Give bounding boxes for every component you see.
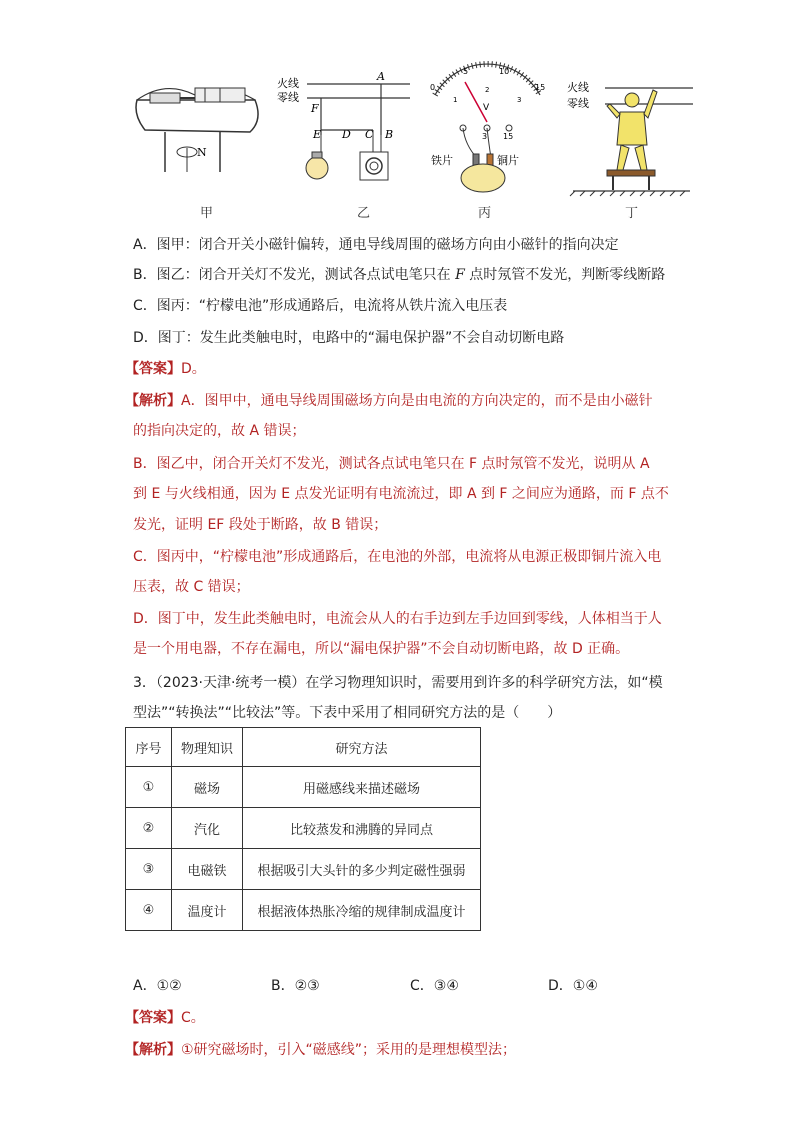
header-index: 序号	[126, 728, 172, 767]
answer-2-tag: 【答案】	[125, 1010, 181, 1026]
caption-jia: 甲	[200, 206, 214, 221]
analysis-1-line-6: 压表，故 C 错误；	[133, 579, 250, 595]
neutral-wire-label: 零线	[277, 91, 299, 104]
analysis-2-tag: 【解析】	[125, 1042, 181, 1058]
option-b	[133, 264, 665, 284]
analysis-1-line-0	[125, 390, 653, 410]
scale-15: 15	[535, 83, 546, 92]
row-knowledge: 汽化	[172, 808, 243, 849]
needle-icon	[465, 82, 490, 122]
row-knowledge: 温度计	[172, 890, 243, 931]
table-row	[126, 849, 481, 890]
scale-10: 10	[499, 67, 510, 76]
scale-1: 1	[453, 96, 458, 104]
table-row	[126, 890, 481, 931]
analysis-2	[125, 1039, 516, 1059]
caption-ding: 丁	[625, 206, 639, 221]
table-row	[126, 808, 481, 849]
scale-5: 5	[463, 67, 469, 76]
row-method: 用磁感线来描述磁场	[243, 767, 481, 808]
answer-1-tag: 【答案】	[125, 361, 181, 377]
row-index: ④	[126, 890, 172, 931]
analysis-1-tag: 【解析】	[125, 393, 181, 409]
point-a-label: A	[377, 70, 385, 83]
row-index: ③	[126, 849, 172, 890]
table-header-row	[126, 728, 481, 767]
caption-bing: 丙	[478, 206, 492, 221]
figure-yi-diagram	[275, 60, 415, 200]
row-index: ①	[126, 767, 172, 808]
scale-3: 3	[517, 96, 522, 104]
choice-a: A．①②	[133, 978, 182, 994]
answer-1	[125, 358, 206, 378]
row-knowledge: 磁场	[172, 767, 243, 808]
option-a: A．图甲：闭合开关小磁针偏转，通电导线周围的磁场方向由小磁针的指向决定	[133, 237, 619, 253]
iron-plate-label: 铁片	[431, 154, 453, 167]
row-method: 比较蒸发和沸腾的异同点	[243, 808, 481, 849]
person-icon	[607, 90, 657, 170]
point-c-label: C	[365, 128, 374, 141]
analysis-1-line-7: D．图丁中，发生此类触电时，电流会从人的右手边到左手边回到零线，人体相当于人	[133, 611, 662, 627]
ding-live-label: 火线	[567, 81, 589, 94]
methods-table	[125, 727, 481, 931]
answer-2	[125, 1007, 205, 1027]
choice-c: C．③④	[410, 978, 459, 994]
point-d-label: D	[342, 128, 351, 141]
row-knowledge: 电磁铁	[172, 849, 243, 890]
scale-2: 2	[485, 86, 490, 94]
choice-b: B．②③	[271, 978, 320, 994]
n-pole-label: N	[197, 146, 207, 159]
row-method: 根据液体热胀冷缩的规律制成温度计	[243, 890, 481, 931]
answer-2-text: C。	[181, 1010, 205, 1026]
voltmeter-unit: V	[483, 103, 490, 113]
ding-neutral-label: 零线	[567, 97, 589, 110]
option-b-var: F	[455, 267, 465, 283]
option-b-pre: B．图乙：闭合开关灯不发光，测试各点试电笔只在	[133, 267, 456, 283]
option-d: D．图丁：发生此类触电时，电路中的“漏电保护器”不会自动切断电路	[133, 330, 565, 346]
row-method: 根据吸引大头针的多少判定磁性强弱	[243, 849, 481, 890]
analysis-1-line-3: 到 E 与火线相通，因为 E 点发光证明有电流流过，即 A 到 F 之间应为通路，而 F 点不	[133, 486, 669, 502]
scale-0: 0	[430, 83, 436, 92]
table-row	[126, 767, 481, 808]
figure-bing-diagram	[425, 60, 555, 200]
figure-ding-diagram	[565, 60, 695, 200]
terminal-3: 3	[482, 132, 488, 141]
point-f-label: F	[311, 102, 319, 115]
analysis-1-line-2: B．图乙中，闭合开关灯不发光，测试各点试电笔只在 F 点时氖管不发光，说明从 A	[133, 456, 650, 472]
row-index: ②	[126, 808, 172, 849]
answer-1-text: D。	[181, 361, 206, 377]
header-method: 研究方法	[243, 728, 481, 767]
point-b-label: B	[385, 128, 394, 141]
figure-row	[125, 60, 695, 220]
option-b-post: 点时氖管不发光，判断零线断路	[464, 267, 666, 283]
option-c: C．图丙：“柠檬电池”形成通路后，电流将从铁片流入电压表	[133, 298, 508, 314]
question-3-line-2: 型法”“转换法”“比较法”等。下表中采用了相同研究方法的是（ ）	[133, 705, 562, 721]
point-e-label: E	[313, 128, 322, 141]
copper-plate-label: 铜片	[497, 154, 519, 167]
live-wire-label: 火线	[277, 77, 299, 90]
question-3-line-1: 3．（2023·天津·统考一模）在学习物理知识时，需要用到许多的科学研究方法，如“模	[133, 675, 663, 691]
analysis-1-line-4: 发光，证明 EF 段处于断路，故 B 错误；	[133, 517, 388, 533]
analysis-1-line-1: 的指向决定的，故 A 错误；	[133, 423, 306, 439]
terminal-15: 15	[503, 132, 514, 141]
header-knowledge: 物理知识	[172, 728, 243, 767]
analysis-1-line-8: 是一个用电器，不存在漏电，所以“漏电保护器”不会自动切断电路，故 D 正确。	[133, 641, 630, 657]
analysis-1-line-5: C．图丙中，“柠檬电池”形成通路后，在电池的外部，电流将从电源正极即铜片流入电	[133, 549, 662, 565]
choice-d: D．①④	[548, 978, 598, 994]
analysis-1-text-0: A．图甲中，通电导线周围磁场方向是由电流的方向决定的，而不是由小磁针	[181, 393, 653, 409]
figure-jia-diagram	[125, 60, 275, 200]
analysis-2-text: ①研究磁场时，引入“磁感线”；采用的是理想模型法；	[181, 1042, 517, 1058]
caption-yi: 乙	[357, 206, 371, 221]
